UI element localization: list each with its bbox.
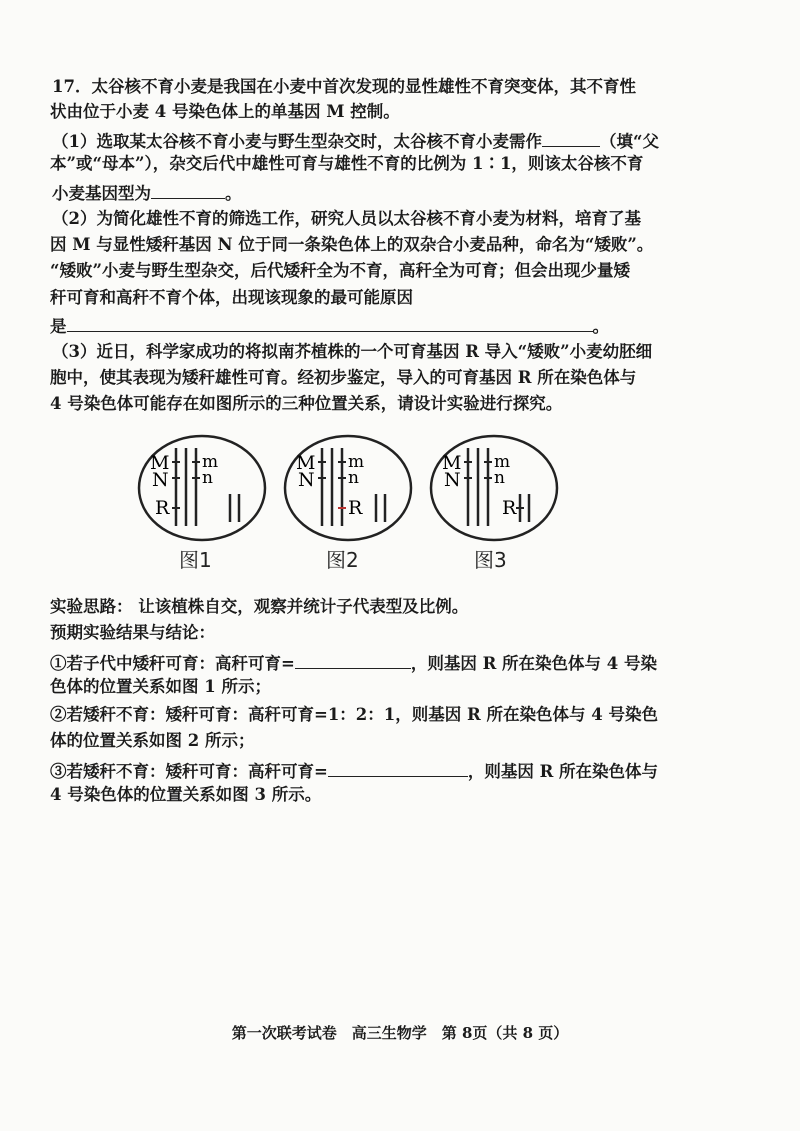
answer-blank-ratio-1[interactable] [295,650,411,669]
part3-line-3: 4 号染色体可能存在如图所示的三种位置关系，请设计实验进行探究。 [50,394,563,413]
answer-blank-parent-role[interactable] [542,128,600,147]
figure-1-diagram [139,436,265,540]
part3-line-1: （3）近日，科学家成功的将拟南芥植株的一个可育基因 R 导入“矮败”小麦幼胚细 [52,342,653,361]
gene-label-n-upper: N [444,469,461,491]
part2-line-3: “矮败”小麦与野生型杂交，后代矮秆全为不育，高秆全为可育；但会出现少量矮 [50,261,630,280]
part1-line-3 [52,180,242,205]
figure-1-caption: 图1 [179,548,212,572]
gene-label-m-lower: m [202,452,219,472]
result-1-line-1 [50,650,657,675]
part2-line-1: （2）为简化雄性不育的筛选工作，研究人员以太谷核不育小麦为材料，培育了基 [52,209,641,228]
part1-text-c: 小麦基因型为 [52,184,151,203]
part1-text-a: （1）选取某太谷核不育小麦与野生型杂交时，太谷核不育小麦需作 [52,132,542,151]
result-1-text-a: ①若子代中矮秆可育：高秆可育= [50,654,295,673]
part1-text-b: （填“父 [599,132,659,151]
result-1-line-2: 色体的位置关系如图 1 所示； [50,677,271,696]
result-3-text-a: ③若矮秆不育：矮秆可育：高秆可育= [50,762,328,781]
figure-3-diagram [431,436,557,540]
part2-line-4: 秆可育和高秆不育个体，出现该现象的最可能原因 [50,288,413,307]
part1-line-1 [52,128,659,153]
result-2-line-1: ②若矮秆不育：矮秆可育：高秆可育=1：2：1，则基因 R 所在染色体与 4 号染色 [50,705,658,724]
part2-text-a: 是 [50,317,67,336]
question-intro-line-1: 17．太谷核不育小麦是我国在小麦中首次发现的显性雄性不育突变体，其不育性 [52,77,636,96]
part3-line-2: 胞中，使其表现为矮秆雄性可育。经初步鉴定，导入的可育基因 R 所在染色体与 [50,368,637,387]
experiment-idea: 实验思路： 让该植株自交，观察并统计子代表型及比例。 [50,597,469,616]
part2-line-2: 因 M 与显性矮秆基因 N 位于同一条染色体上的双杂合小麦品种，命名为“矮败”。 [50,235,654,254]
result-3-line-1 [50,758,658,783]
result-3-text-b: ，则基因 R 所在染色体与 [467,762,659,781]
figure-3-caption: 图3 [474,548,507,572]
page-footer: 第一次联考试卷 高三生物学 第 8页（共 8 页） [231,1024,569,1042]
answer-blank-genotype[interactable] [151,180,225,199]
gene-label-m-upper: M [150,452,170,474]
gene-label-n-lower: n [348,468,359,488]
gene-label-n-lower: n [494,468,505,488]
result-1-text-b: ，则基因 R 所在染色体与 4 号染 [410,654,657,673]
gene-label-n-upper: N [152,469,169,491]
result-3-line-2: 4 号染色体的位置关系如图 3 所示。 [50,785,322,804]
gene-label-r: R [155,497,170,519]
gene-label-r: R [348,497,363,519]
part1-text-d: 。 [225,184,242,203]
answer-blank-reason[interactable] [67,313,593,332]
figure-2-diagram [285,436,411,540]
gene-label-m-lower: m [494,452,511,472]
gene-label-m-upper: M [296,452,316,474]
figure-2-caption: 图2 [326,548,359,572]
gene-label-m-lower: m [348,452,365,472]
result-2-line-2: 体的位置关系如图 2 所示； [50,731,255,750]
gene-label-n-lower: n [202,468,213,488]
answer-blank-ratio-3[interactable] [328,758,468,777]
part2-text-b: 。 [592,317,609,336]
part2-line-5 [50,313,609,338]
gene-label-n-upper: N [298,469,315,491]
gene-label-r: R [502,497,517,519]
question-intro-line-2: 状由位于小麦 4 号染色体上的单基因 M 控制。 [50,102,400,121]
gene-label-m-upper: M [442,452,462,474]
part1-line-2: 本”或“母本”），杂交后代中雄性可育与雄性不育的比例为 1∶1，则该太谷核不育 [50,154,644,173]
expected-results-heading: 预期实验结果与结论： [50,623,215,642]
